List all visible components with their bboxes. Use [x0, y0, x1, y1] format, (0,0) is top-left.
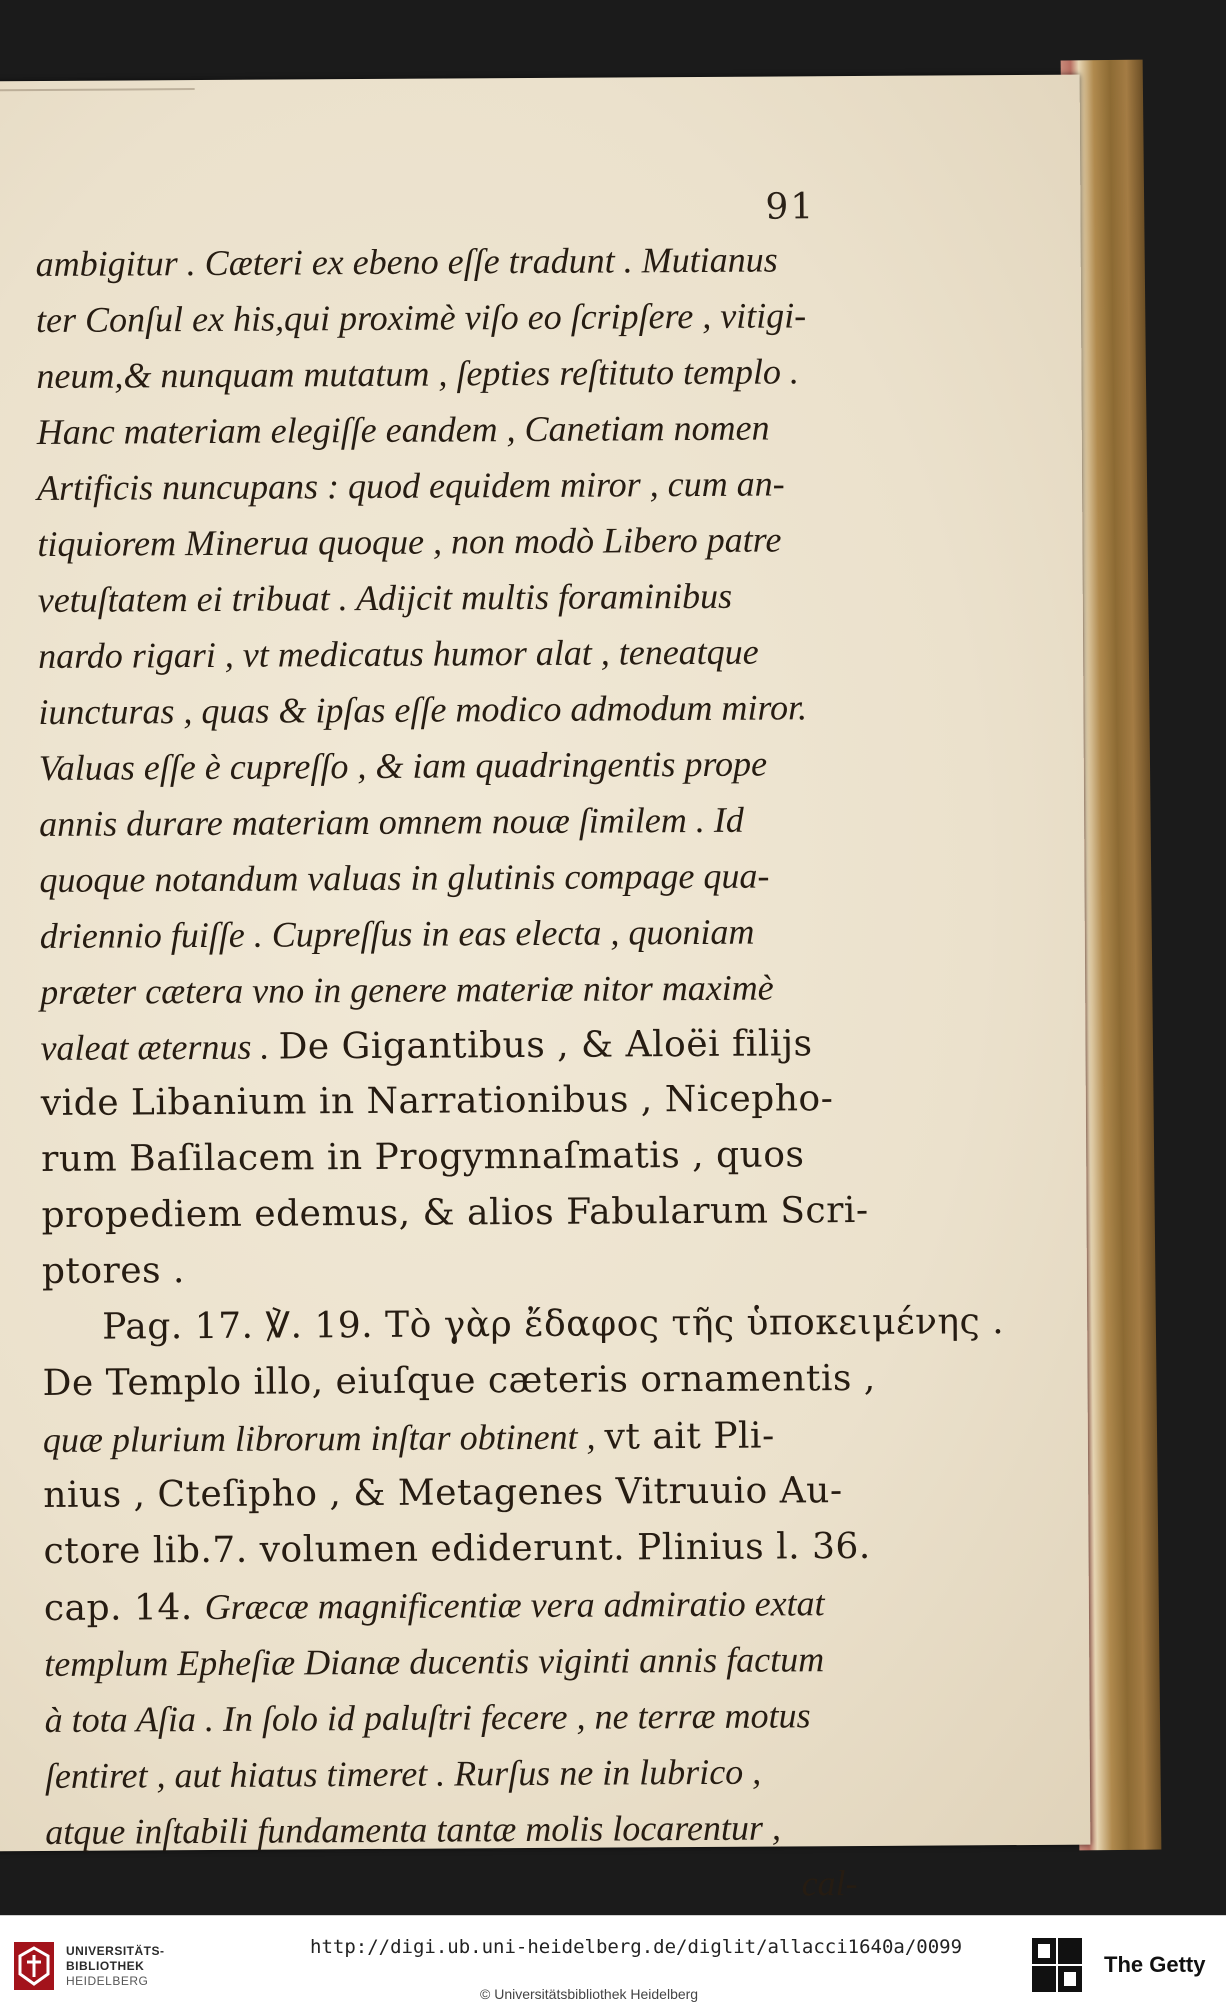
text-line: [37, 399, 937, 460]
text-line: [44, 1574, 944, 1635]
italic-text: Græcæ magnificentiæ vera admiratio extat: [204, 1583, 825, 1628]
text-line: [43, 1463, 943, 1524]
footer-banner: [0, 1915, 1226, 2016]
getty-name: The Getty: [1104, 1952, 1206, 1977]
university-name: [66, 1944, 165, 1989]
roman-text: ptores .: [41, 1250, 186, 1293]
text-line: [39, 735, 939, 796]
italic-text: Hanc materiam elegiſſe eandem , Canetiam nomen: [36, 407, 770, 453]
italic-text: ambigitur . Cæteri ex ebeno eſſe tradunt . Mutianus: [35, 239, 778, 285]
text-line: [44, 1630, 944, 1691]
copyright-notice: © Universitätsbibliothek Heidelberg: [480, 1986, 699, 2002]
italic-text: driennio fuiſſe . Cupreſſus in eas electa , quoniam: [39, 911, 755, 957]
text-line: [37, 455, 937, 516]
permalink-url[interactable]: http://digi.ub.uni-heidelberg.de/diglit/allacci1640a/0099: [310, 1936, 963, 1958]
text-line: [39, 791, 939, 852]
roman-text: nius , Cteſipho , & Metagenes Vitruuio Au-: [43, 1470, 843, 1516]
italic-text: præter cætera vno in genere materiæ nitor maximè: [40, 967, 774, 1013]
italic-text: tiquiorem Minerua quoque , non modò Libero patre: [37, 519, 782, 565]
italic-text: atque inſtabili fundamenta tantæ molis locarentur ,: [45, 1807, 782, 1852]
page-text: [35, 231, 1005, 1915]
text-line: [38, 623, 938, 684]
text-line: [36, 231, 936, 292]
text-line: [39, 847, 939, 908]
text-line: [37, 511, 937, 572]
italic-text: templum Epheſiæ Dianæ ducentis viginti annis factum: [44, 1639, 825, 1684]
text-line: [43, 1519, 943, 1580]
italic-text: vetuſtatem ei tribuat . Adijcit multis foraminibus: [37, 575, 733, 621]
roman-text: vt ait Pli-: [604, 1415, 775, 1458]
text-line: [40, 1015, 940, 1076]
text-line: [42, 1295, 1005, 1356]
getty-logo-icon: [1032, 1938, 1082, 1992]
italic-text: iuncturas , quas & ipſas eſſe modico admodum miror.: [38, 687, 808, 733]
text-line: [42, 1239, 942, 1300]
text-line: [45, 1798, 945, 1859]
text-line: [38, 567, 938, 628]
page-top-mark: [0, 88, 195, 101]
italic-text: ſentiret , aut hiatus timeret . Rurſus ne in lubrico ,: [44, 1751, 762, 1796]
roman-text: De Gigantibus , & Aloëi filijs: [278, 1023, 813, 1068]
text-line: [41, 1183, 941, 1244]
text-line: [40, 959, 940, 1020]
university-name-line3: HEIDELBERG: [66, 1974, 149, 1988]
italic-text: valeat æternus .: [40, 1026, 279, 1069]
italic-text: annis durare materiam omnem nouæ ſimilem . Id: [39, 799, 744, 845]
roman-text: cap. 14.: [43, 1587, 205, 1629]
roman-text: propediem edemus, & alios Fabularum Scri-: [41, 1189, 869, 1237]
roman-text: rum Baſilacem in Progymnaſmatis , quos: [41, 1134, 805, 1181]
text-line: [36, 343, 936, 404]
italic-text: Valuas eſſe è cupreſſo , & iam quadringentis prope: [38, 743, 768, 789]
italic-text: ter Conſul ex his,qui proximè viſo eo ſcripſere , vitigi-: [35, 295, 807, 341]
italic-text: neum,& nunquam mutatum , ſepties reſtituto templo .: [36, 351, 800, 397]
italic-text: quoque notandum valuas in glutinis compage qua-: [39, 855, 770, 901]
italic-text: nardo rigari , vt medicatus humor alat , teneatque: [37, 631, 759, 677]
italic-text: Artificis nuncupans : quod equidem miror , cum an-: [36, 463, 785, 509]
text-line: [45, 1742, 945, 1803]
text-line: [41, 1071, 941, 1132]
roman-text: De Templo illo, eiuſque cæteris ornamentis ,: [42, 1357, 876, 1405]
text-line: [43, 1407, 943, 1468]
text-line: [38, 679, 938, 740]
italic-text: quæ plurium librorum inſtar obtinent ,: [42, 1416, 605, 1460]
catchword: cal-: [801, 1863, 858, 1904]
university-name-line2: BIBLIOTHEK: [66, 1959, 145, 1973]
university-seal-icon: [12, 1940, 56, 1992]
book-page: [0, 75, 1090, 1904]
roman-text: ctore lib.7. volumen ediderunt. Plinius l. 36.: [43, 1525, 871, 1572]
roman-text: Pag. 17. ℣. 19. Τὸ γὰρ ἔδαφος τῆς ὑποκειμένης .: [102, 1301, 1005, 1348]
roman-text: vide Libanium in Narrationibus , Nicepho-: [40, 1078, 834, 1125]
text-line: [44, 1686, 944, 1747]
text-line: [40, 903, 940, 964]
italic-text: à tota Aſia . In ſolo id paluſtri fecere , ne terræ motus: [44, 1695, 811, 1740]
page-number: 91: [765, 186, 816, 228]
university-name-line1: UNIVERSITÄTS-: [66, 1944, 165, 1958]
text-line: [41, 1127, 941, 1188]
text-line: [42, 1351, 942, 1412]
text-line: [36, 287, 936, 348]
